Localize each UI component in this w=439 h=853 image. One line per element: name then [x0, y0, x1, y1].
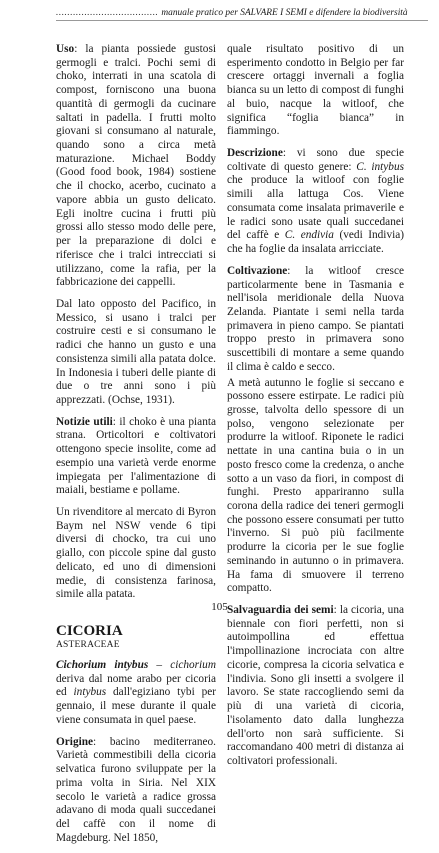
right-column — [227, 43, 404, 777]
section-title: CICORIA — [56, 623, 123, 640]
coltivazione-paragraph — [227, 265, 404, 375]
descrizione-species-a: C. intybus — [356, 160, 404, 173]
header-title: manuale pratico per SALVARE I SEMI e difendere la biodiversità — [161, 8, 408, 18]
origine-paragraph — [56, 736, 216, 846]
descrizione-label: Descrizione — [227, 147, 283, 160]
uso-label: Uso — [56, 43, 75, 55]
salvaguardia-label: Salvaguardia dei semi — [227, 604, 334, 617]
descrizione-text-c: (vedi Indivia) che ha foglie da insalata arricciate. — [227, 229, 405, 256]
byron-bay-paragraph: Un rivenditore al mercato di Byron Baym nel NSW vende 6 tipi diversi di chocko, tra cui uno giallo, con piccole spine dal gusto delicato, ed uno di dimensioni medie, di consistenza farinosa, simile alla patata. — [56, 506, 216, 601]
origine-label: Origine — [56, 735, 94, 748]
species-etymology-2: intybus — [73, 686, 107, 699]
uso-paragraph — [56, 43, 216, 290]
species-paragraph — [56, 659, 216, 728]
species-text-2: dall'egiziano tybi per gennaio, il mese durante il quale viene consumata in quel paese. — [56, 686, 216, 726]
descrizione-species-b: C. endivia — [284, 229, 334, 242]
notizie-text: : il choko è una pianta strana. Orticoltori e coltivatori ottengono specie insolite, come ad esempio una varietà verde enorme impiegata per l'alimentazione di maiali, bestiame e pollame. — [56, 415, 216, 497]
species-name: Cichorium intybus — [56, 659, 149, 672]
page-number: 105 — [211, 601, 228, 613]
pacific-paragraph: Dal lato opposto del Pacifico, in Messico, si usano i tralci per costruire cesti e si consumano le radici che hanno un gusto e una consistenza simili alla patata dolce. In Indonesia i tuberi delle piante di due o tre anni sono i più apprezzati. (Ochse, 1931). — [56, 297, 216, 406]
descrizione-text-a: : vi sono due specie coltivate di questo genere: — [227, 147, 404, 173]
uso-text: : la pianta possiede gustosi germogli e tralci. Pochi semi di choko, interrati in una scatola di compost, forniscono una buona quantità di germogli da cucinare saltati in padella. I frutti molto giovani si consumano al naturale, quando sono a circa metà maturazione. Michael Boddy (Good food book, 1984) sostiene che il chocko, acerbo, cucinato a vapore abbia un gusto delicato. Egli inoltre cucina i frutti più grossi allo stesso modo delle pere, per la preparazione di dolci e riferisce che i tralci intrecciati si utilizzano, come la rafia, per la fabbricazione dei cappelli. — [56, 43, 216, 289]
descrizione-paragraph — [227, 147, 404, 257]
salvaguardia-paragraph — [227, 604, 404, 769]
species-etymology-1: cichorium — [170, 659, 216, 672]
coltivazione-label: Coltivazione — [227, 264, 288, 277]
autumn-paragraph: A metà autunno le foglie si seccano e possono essere estirpate. Le radici più grosse, talvolta dello spessore di un polso, vengono selezionate per produrre la witloof. Riponete le radici nettate in una cantina buia o in un posto fresco come la credenza, o anche sotto a un vaso da fiori, in compost di funghi. Presto appariranno sulla corona della radice dei teneri germogli che possono essere consumati per tutto l'inverno. Si può più facilmente produrre la cicoria per le sue foglie seminando in autunno o in primavera. Ha fama di smuovere il terreno compatto. — [227, 376, 404, 595]
notizie-paragraph — [56, 416, 216, 498]
salvaguardia-text: : la cicoria, una biennale con fiori perfetti, non si autoimpollina ed effettua l'impollinazione incrociata con altre cicorie, compresa la cicoria selvatica e l'indivia. Sono gli insetti a svolgere il lavoro. Se state raccogliendo semi da più di una varietà di cicoria, l'isolamento dato dalla lunghezza dell'orto non sarà sufficiente. Si raccomandano 400 metri di distanza ai coltivatori professionali. — [227, 604, 404, 767]
notizie-label: Notizie utili — [56, 415, 113, 428]
coltivazione-text: : la witloof cresce particolarmente bene in Tasmania e nell'isola meridionale della Nuova Zelanda. Piantate i semi nella tarda primavera in pieno campo. Se piantati troppo presto in primavera sono suscettibili di montare a seme quando il clima è caldo e secco. — [227, 264, 404, 373]
species-dash: – — [148, 659, 171, 672]
species-text-1: deriva dal nome arabo per cicoria ed — [56, 672, 216, 699]
left-column — [56, 43, 216, 853]
header-dots: .................................... — [56, 8, 159, 18]
witloof-paragraph: quale risultato positivo di un esperimento condotto in Belgio per far crescere ortaggi invernali a foglia bianca su un letto di compost di funghi al buio, nacque la witloof, che significa “foglia bianca” in fiammingo. — [227, 43, 404, 138]
descrizione-text-b: che produce la witloof con foglie simili alla lattuga Cos. Viene consumata come insalata primaverile e le radici sono usate quali succedanei del caffè e — [227, 174, 404, 242]
origine-text: : bacino mediterraneo. Varietà commestibili della cicoria selvatica furono sviluppate per la prima volta in Siria. Nel XIX secolo le varietà a radice grossa adavano di moda quali succedanei del caffè con il nome di Magdeburg. Nel 1850, — [56, 735, 216, 844]
section-family: ASTERACEAE — [56, 640, 120, 651]
header-rule — [56, 20, 428, 21]
running-header — [56, 8, 428, 18]
